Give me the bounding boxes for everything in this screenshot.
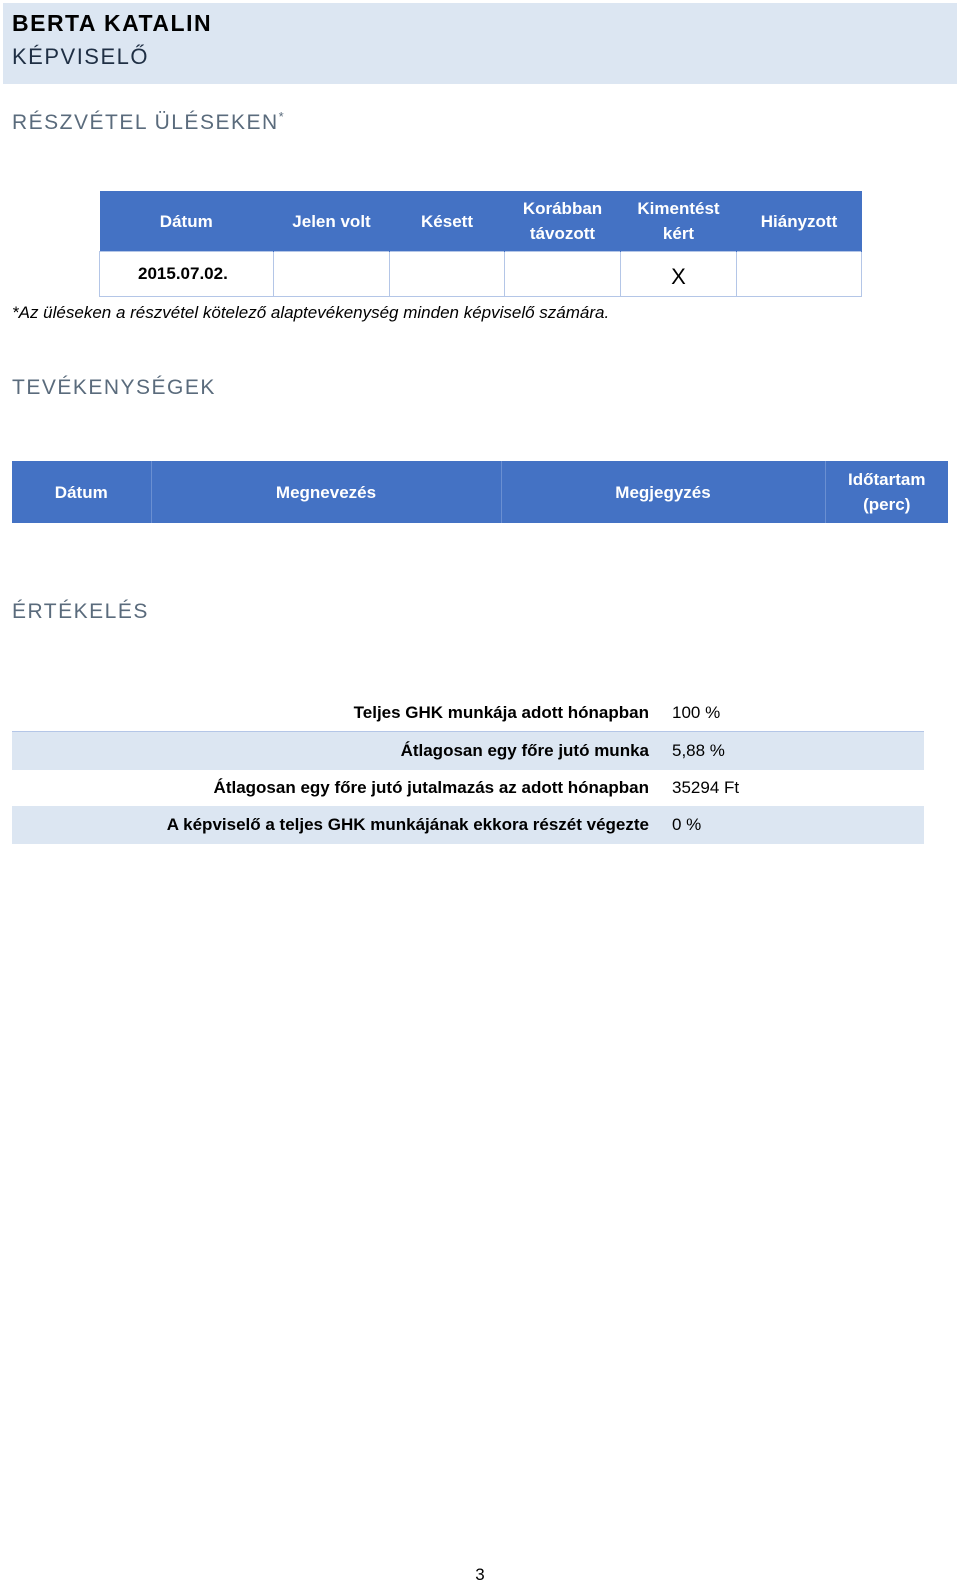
col-header-left-early: Korábban távozott xyxy=(505,191,621,252)
col-header-late: Késett xyxy=(390,191,505,252)
evaluation-value: 5,88 % xyxy=(672,741,725,760)
representative-role: KÉPVISELŐ xyxy=(12,44,150,69)
col-header-note: Megjegyzés xyxy=(501,461,825,523)
activities-header-row xyxy=(12,461,948,523)
evaluation-value: 0 % xyxy=(672,815,702,834)
representative-name: BERTA KATALIN xyxy=(12,10,213,36)
table-row xyxy=(12,770,924,806)
evaluation-value: 100 % xyxy=(672,703,721,722)
attendance-late-cell xyxy=(390,252,505,297)
attendance-footnote: *Az üléseken a részvétel kötelező alaptevékenység minden képviselő számára. xyxy=(12,303,610,322)
evaluation-table xyxy=(12,695,924,844)
activities-table xyxy=(12,461,948,523)
col-header-excused: Kimentést kért xyxy=(621,191,737,252)
attendance-date: 2015.07.02. xyxy=(100,252,274,297)
activities-section-title: TEVÉKENYSÉGEK xyxy=(12,376,216,399)
evaluation-label: Teljes GHK munkája adott hónapban xyxy=(353,703,649,722)
attendance-title-mark: * xyxy=(278,109,286,124)
evaluation-label: Átlagosan egy főre jutó munka xyxy=(400,741,649,760)
evaluation-section-title: ÉRTÉKELÉS xyxy=(12,600,149,623)
attendance-table xyxy=(99,191,862,297)
attendance-present-cell xyxy=(274,252,390,297)
page-number: 3 xyxy=(475,1565,485,1584)
evaluation-label: A képviselő a teljes GHK munkájának ekkora részét végezte xyxy=(166,815,649,834)
col-header-date: Dátum xyxy=(12,461,151,523)
col-header-name: Megnevezés xyxy=(151,461,501,523)
col-header-date: Dátum xyxy=(100,191,274,252)
table-row xyxy=(12,806,924,844)
col-header-absent: Hiányzott xyxy=(737,191,862,252)
evaluation-label: Átlagosan egy főre jutó jutalmazás az adott hónapban xyxy=(213,778,649,797)
attendance-title-text: RÉSZVÉTEL ÜLÉSEKEN xyxy=(12,111,279,134)
col-header-duration: Időtartam (perc) xyxy=(825,461,948,523)
attendance-left-early-cell xyxy=(505,252,621,297)
attendance-header-row xyxy=(100,191,862,252)
attendance-section-title xyxy=(12,109,285,135)
evaluation-value: 35294 Ft xyxy=(672,778,740,797)
attendance-absent-cell xyxy=(737,252,862,297)
table-row xyxy=(100,252,862,297)
table-row xyxy=(12,695,924,732)
col-header-present: Jelen volt xyxy=(274,191,390,252)
attendance-excused-cell: X xyxy=(621,252,737,297)
table-row xyxy=(12,732,924,770)
